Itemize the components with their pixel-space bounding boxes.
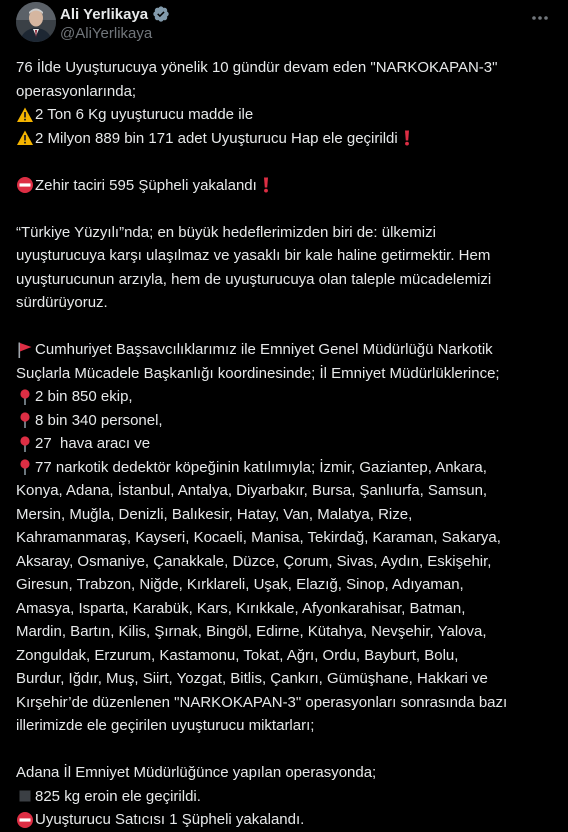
round-pushpin-icon: [16, 458, 34, 476]
verified-badge-icon: [152, 5, 170, 23]
text-line: 8 bin 340 personel,: [16, 409, 556, 433]
text-line: Zonguldak, Erzurum, Kastamonu, Tokat, Ağrı, Ordu, Bayburt, Bolu,: [16, 646, 459, 664]
text-line: sürdürüyoruz.: [16, 294, 108, 311]
text-line: 76 İlde Uyuşturucuya yönelik 10 gündür devam eden "NARKOKAPAN-3": [16, 59, 498, 76]
text-line: operasyonlarında;: [16, 82, 137, 100]
paragraph-gap: [16, 150, 556, 174]
text-line: Zehir taciri 595 Şüpheli yakalandı: [16, 174, 556, 198]
author-handle[interactable]: @AliYerlikaya: [60, 25, 153, 42]
text-line: 27 hava aracı ve: [16, 432, 556, 456]
warning-sign-icon: [16, 129, 34, 147]
round-pushpin-icon: [16, 435, 34, 453]
paragraph-gap: [16, 315, 556, 339]
text-line: 825 kg eroin ele geçirildi.: [16, 785, 556, 809]
text-line: Giresun, Trabzon, Niğde, Kırklareli, Uşak, Elazığ, Sinop, Adıyaman,: [16, 576, 464, 593]
red-exclamation-icon: [400, 129, 414, 147]
text-line: 2 bin 850 ekip,: [16, 385, 556, 409]
red-exclamation-icon: [259, 176, 273, 194]
text-line: 2 Ton 6 Kg uyuşturucu madde ile: [16, 103, 556, 127]
text-line: uyuşturucunun arzıyla, hem de uyuşturucuya olan taleple mücadelemizi: [16, 270, 492, 288]
text-line: 2 Milyon 889 bin 171 adet Uyuşturucu Hap ele geçirildi: [16, 127, 556, 151]
text-line: “Türkiye Yüzyılı”nda; en büyük hedeflerimizden biri de: ülkemizi: [16, 223, 436, 241]
round-pushpin-icon: [16, 388, 34, 406]
warning-sign-icon: [16, 106, 34, 124]
text-line: Adana İl Emniyet Müdürlüğünce yapılan operasyonda;: [16, 764, 377, 781]
tweet-header: [16, 2, 552, 46]
text-line: Mersin, Muğla, Denizli, Balıkesir, Hatay, Van, Malatya, Rize,: [16, 505, 413, 523]
tweet-text: [16, 56, 556, 832]
red-flag-icon: [16, 341, 34, 359]
text-line: Cumhuriyet Başsavcılıklarımız ile Emniyet Genel Müdürlüğü Narkotik: [16, 338, 556, 362]
text-line: Burdur, Iğdır, Muş, Siirt, Yozgat, Bitlis, Çankırı, Gümüşhane, Hakkari ve: [16, 670, 488, 687]
paragraph-gap: [16, 197, 556, 221]
no-entry-icon: [16, 176, 34, 194]
text-line: Mardin, Bartın, Kilis, Şırnak, Bingöl, Edirne, Kütahya, Nevşehir, Yalova,: [16, 623, 487, 640]
text-line: illerimizde ele geçirilen uyuşturucu miktarları;: [16, 717, 315, 734]
text-line: uyuşturucuya karşı ulaşılmaz ve yasaklı bir kale haline getirmektir. Hem: [16, 247, 491, 264]
author-name-row: [60, 4, 170, 24]
author-name[interactable]: Ali Yerlikaya: [60, 5, 149, 23]
no-entry-icon: [16, 811, 34, 829]
paragraph-gap: [16, 738, 556, 762]
avatar[interactable]: [16, 2, 56, 42]
text-line: Amasya, Isparta, Karabük, Kars, Kırıkkale, Afyonkarahisar, Batman,: [16, 599, 466, 617]
avatar-image: [16, 2, 56, 42]
text-line: Kırşehir’de düzenlenen "NARKOKAPAN-3" operasyonları sonrasında bazı: [16, 693, 508, 711]
text-line: Suçlarla Mücadele Başkanlığı koordinesinde; İl Emniyet Müdürlüklerince;: [16, 364, 500, 382]
text-line: 77 narkotik dedektör köpeğinin katılımıyla; İzmir, Gaziantep, Ankara,: [16, 456, 556, 480]
text-line: Kahramanmaraş, Kayseri, Kocaeli, Manisa, Tekirdağ, Karaman, Sakarya,: [16, 529, 501, 546]
text-line: Uyuşturucu Satıcısı 1 Şüpheli yakalandı.: [16, 808, 556, 832]
round-pushpin-icon: [16, 411, 34, 429]
text-line: Konya, Adana, İstanbul, Antalya, Diyarbakır, Bursa, Şanlıurfa, Samsun,: [16, 482, 488, 499]
text-line: Aksaray, Osmaniye, Çanakkale, Düzce, Çorum, Sivas, Aydın, Eskişehir,: [16, 552, 492, 570]
more-options-icon[interactable]: [528, 8, 552, 28]
